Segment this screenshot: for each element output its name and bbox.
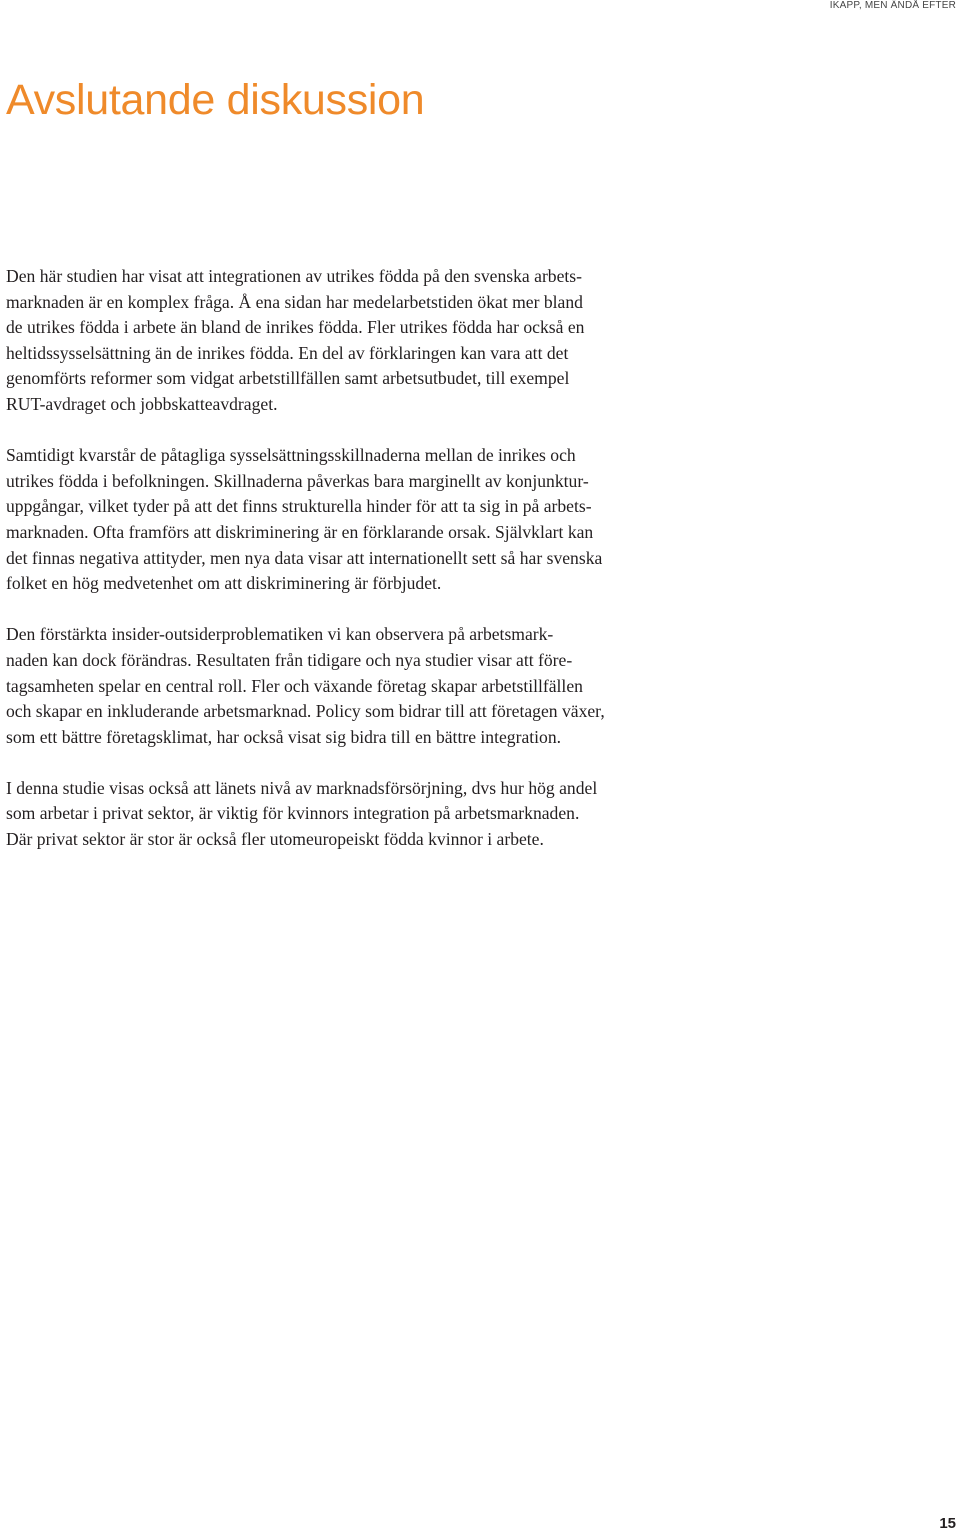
text-line: uppgångar, vilket tyder på att det finns strukturella hinder för att ta sig in på arbets- xyxy=(6,496,592,517)
paragraph xyxy=(6,622,746,750)
text-line: Där privat sektor är stor är också fler utomeuropeiskt födda kvinnor i arbete. xyxy=(6,829,544,850)
text-line: det finnas negativa attityder, men nya data visar att internationellt sett så har svenska xyxy=(6,547,603,568)
text-line: RUT-avdraget och jobbskatteavdraget. xyxy=(6,393,278,414)
text-line: utrikes födda i befolkningen. Skillnaderna påverkas bara marginellt av konjunktur- xyxy=(6,470,589,491)
text-line: som arbetar i privat sektor, är viktig för kvinnors integration på arbetsmarknaden. xyxy=(6,803,580,824)
text-line: genomförts reformer som vidgat arbetstillfällen samt arbetsutbudet, till exempel xyxy=(6,368,570,389)
paragraph xyxy=(6,443,746,597)
text-line: marknaden är en komplex fråga. Å ena sidan har medelarbetstiden ökat mer bland xyxy=(6,291,583,312)
text-line: Den förstärkta insider-outsiderproblematiken vi kan observera på arbetsmark- xyxy=(6,624,554,645)
text-line: Samtidigt kvarstår de påtagliga sysselsättningsskillnaderna mellan de inrikes och xyxy=(6,445,576,466)
body-text xyxy=(6,264,746,878)
text-line: tagsamheten spelar en central roll. Fler och växande företag skapar arbetstillfällen xyxy=(6,675,583,696)
page-title: Avslutande diskussion xyxy=(6,76,425,124)
text-line: och skapar en inkluderande arbetsmarknad. Policy som bidrar till att företagen växer, xyxy=(6,701,605,722)
text-line: I denna studie visas också att länets nivå av marknadsförsörjning, dvs hur hög andel xyxy=(6,777,598,798)
paragraph xyxy=(6,776,746,853)
text-line: marknaden. Ofta framförs att diskriminering är en förklarande orsak. Självklart kan xyxy=(6,521,594,542)
text-line: naden kan dock förändras. Resultaten från tidigare och nya studier visar att före- xyxy=(6,649,573,670)
page-number: 15 xyxy=(939,1515,956,1532)
text-line: folket en hög medvetenhet om att diskriminering är förbjudet. xyxy=(6,573,442,594)
text-line: heltidssysselsättning än de inrikes födda. En del av förklaringen kan vara att det xyxy=(6,342,569,363)
text-line: de utrikes födda i arbete än bland de inrikes födda. Fler utrikes födda har också en xyxy=(6,317,585,338)
text-line: som ett bättre företagsklimat, har också visat sig bidra till en bättre integration. xyxy=(6,726,562,747)
paragraph xyxy=(6,264,746,418)
running-header: IKAPP, MEN ÄNDÅ EFTER xyxy=(829,0,956,11)
text-line: Den här studien har visat att integrationen av utrikes födda på den svenska arbets- xyxy=(6,266,583,286)
